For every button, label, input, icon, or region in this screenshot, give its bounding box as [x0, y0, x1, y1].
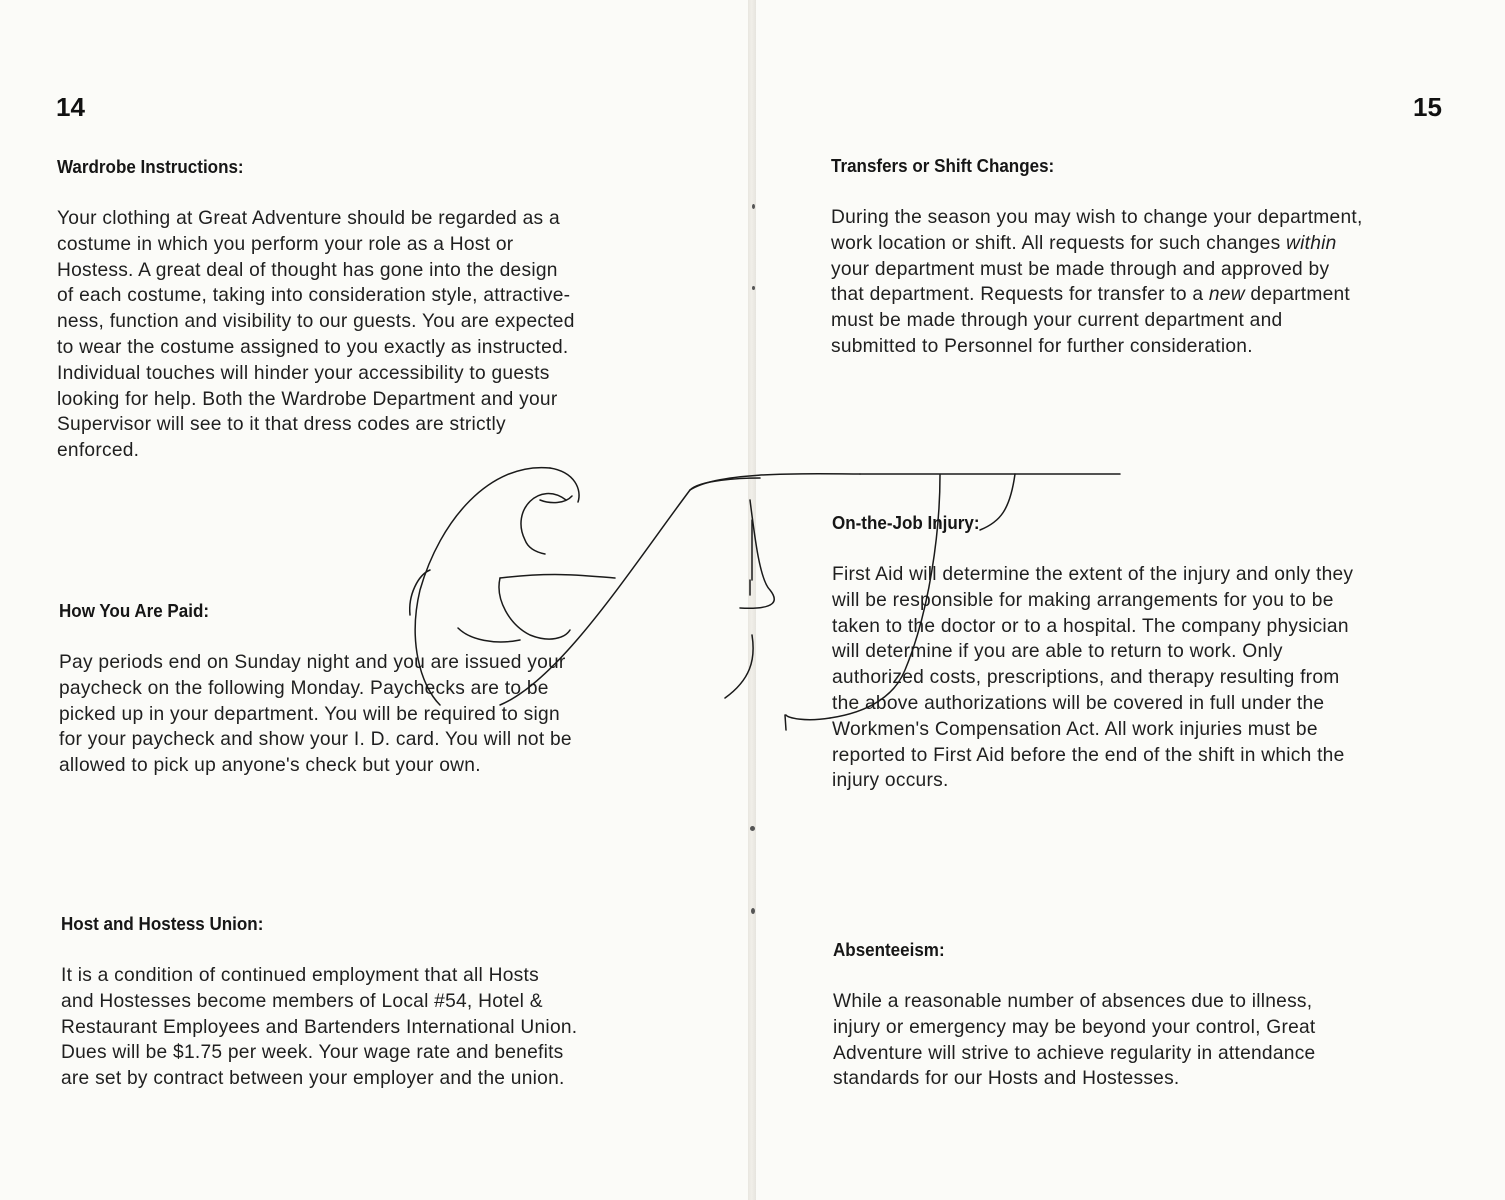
page-number-left: 14 — [56, 92, 85, 122]
body-line: must be made through your current department and — [831, 310, 1283, 332]
body-line: authorized costs, prescriptions, and therapy resulting from — [832, 667, 1340, 689]
body-line — [831, 282, 1471, 308]
body-line: the above authorizations will be covered in full under the — [832, 692, 1325, 714]
section-body — [833, 989, 1473, 1092]
section-heading: On-the-Job Injury: — [832, 512, 980, 533]
paper-speck — [752, 286, 755, 290]
body-line: While a reasonable number of absences due to illness, — [833, 991, 1313, 1012]
body-line: taken to the doctor or to a hospital. The company physician — [832, 615, 1349, 637]
section-absenteeism — [833, 939, 1473, 1092]
body-line: your department must be made through and approved by — [831, 258, 1330, 280]
body-line: of each costume, taking into consideration style, attractive- — [57, 285, 571, 307]
emphasis-new: new — [1208, 284, 1245, 306]
body-line: ness, function and visibility to our guests. You are expected — [57, 311, 575, 333]
body-line-text: department — [1244, 284, 1350, 306]
section-wardrobe-instructions — [57, 156, 697, 464]
paper-speck — [750, 826, 755, 831]
body-line-text: work location or shift. All requests for such changes — [831, 232, 1287, 254]
body-line: will be responsible for making arrangements for you to be — [832, 589, 1334, 611]
great-adventure-logo-outline-icon — [400, 460, 1130, 740]
body-line: Adventure will strive to achieve regularity in attendance — [833, 1042, 1316, 1064]
page-number-right: 15 — [1413, 92, 1442, 122]
body-line: standards for our Hosts and Hostesses. — [833, 1068, 1180, 1090]
body-line: submitted to Personnel for further consideration. — [831, 335, 1253, 357]
body-line: costume in which you perform your role as a Host or — [57, 233, 514, 255]
paper-speck — [752, 204, 755, 209]
body-line: It is a condition of continued employment that all Hosts — [61, 965, 539, 986]
body-line: paycheck on the following Monday. Paychecks are to be — [59, 677, 549, 699]
section-heading: Wardrobe Instructions: — [57, 156, 244, 177]
section-heading: Absenteeism: — [833, 939, 945, 960]
body-line: Individual touches will hinder your accessibility to guests — [57, 362, 550, 384]
body-line: allowed to pick up anyone's check but your own. — [59, 755, 481, 777]
section-host-and-hostess-union — [61, 913, 701, 1092]
body-line: to wear the costume assigned to you exactly as instructed. — [57, 336, 569, 358]
body-line: enforced. — [57, 440, 140, 462]
section-body — [831, 205, 1471, 360]
body-line: are set by contract between your employer and the union. — [61, 1068, 565, 1090]
body-line: injury occurs. — [832, 770, 949, 792]
body-line-text: that department. Requests for transfer to a — [831, 284, 1209, 306]
body-line: Workmen's Compensation Act. All work injuries must be — [832, 718, 1318, 740]
body-line: reported to First Aid before the end of the shift in which the — [832, 744, 1345, 766]
body-line: Pay periods end on Sunday night and you are issued your — [59, 652, 566, 673]
body-line: and Hostesses become members of Local #54, Hotel & — [61, 990, 543, 1012]
body-line: looking for help. Both the Wardrobe Department and your — [57, 388, 558, 410]
body-line: Your clothing at Great Adventure should be regarded as a — [57, 208, 560, 229]
body-line: Dues will be $1.75 per week. Your wage rate and benefits — [61, 1042, 564, 1064]
emphasis-within: within — [1286, 232, 1337, 254]
section-body — [57, 206, 697, 464]
body-line: Hostess. A great deal of thought has gone into the design — [57, 259, 558, 281]
body-line — [831, 231, 1471, 257]
section-heading: Host and Hostess Union: — [61, 913, 264, 934]
body-line: for your paycheck and show your I. D. card. You will not be — [59, 729, 572, 751]
section-transfers-or-shift-changes — [831, 155, 1471, 360]
section-heading: How You Are Paid: — [59, 600, 210, 621]
paper-speck — [751, 908, 755, 914]
body-line: injury or emergency may be beyond your control, Great — [833, 1016, 1316, 1038]
body-line: First Aid will determine the extent of the injury and only they — [832, 564, 1354, 585]
body-line: Restaurant Employees and Bartenders International Union. — [61, 1016, 578, 1038]
section-heading: Transfers or Shift Changes: — [831, 155, 1055, 176]
body-line: will determine if you are able to return to work. Only — [832, 641, 1283, 663]
body-line: During the season you may wish to change your department, — [831, 207, 1363, 228]
body-line: Supervisor will see to it that dress codes are strictly — [57, 414, 506, 436]
body-line: picked up in your department. You will be required to sign — [59, 703, 560, 725]
section-body — [61, 963, 701, 1092]
